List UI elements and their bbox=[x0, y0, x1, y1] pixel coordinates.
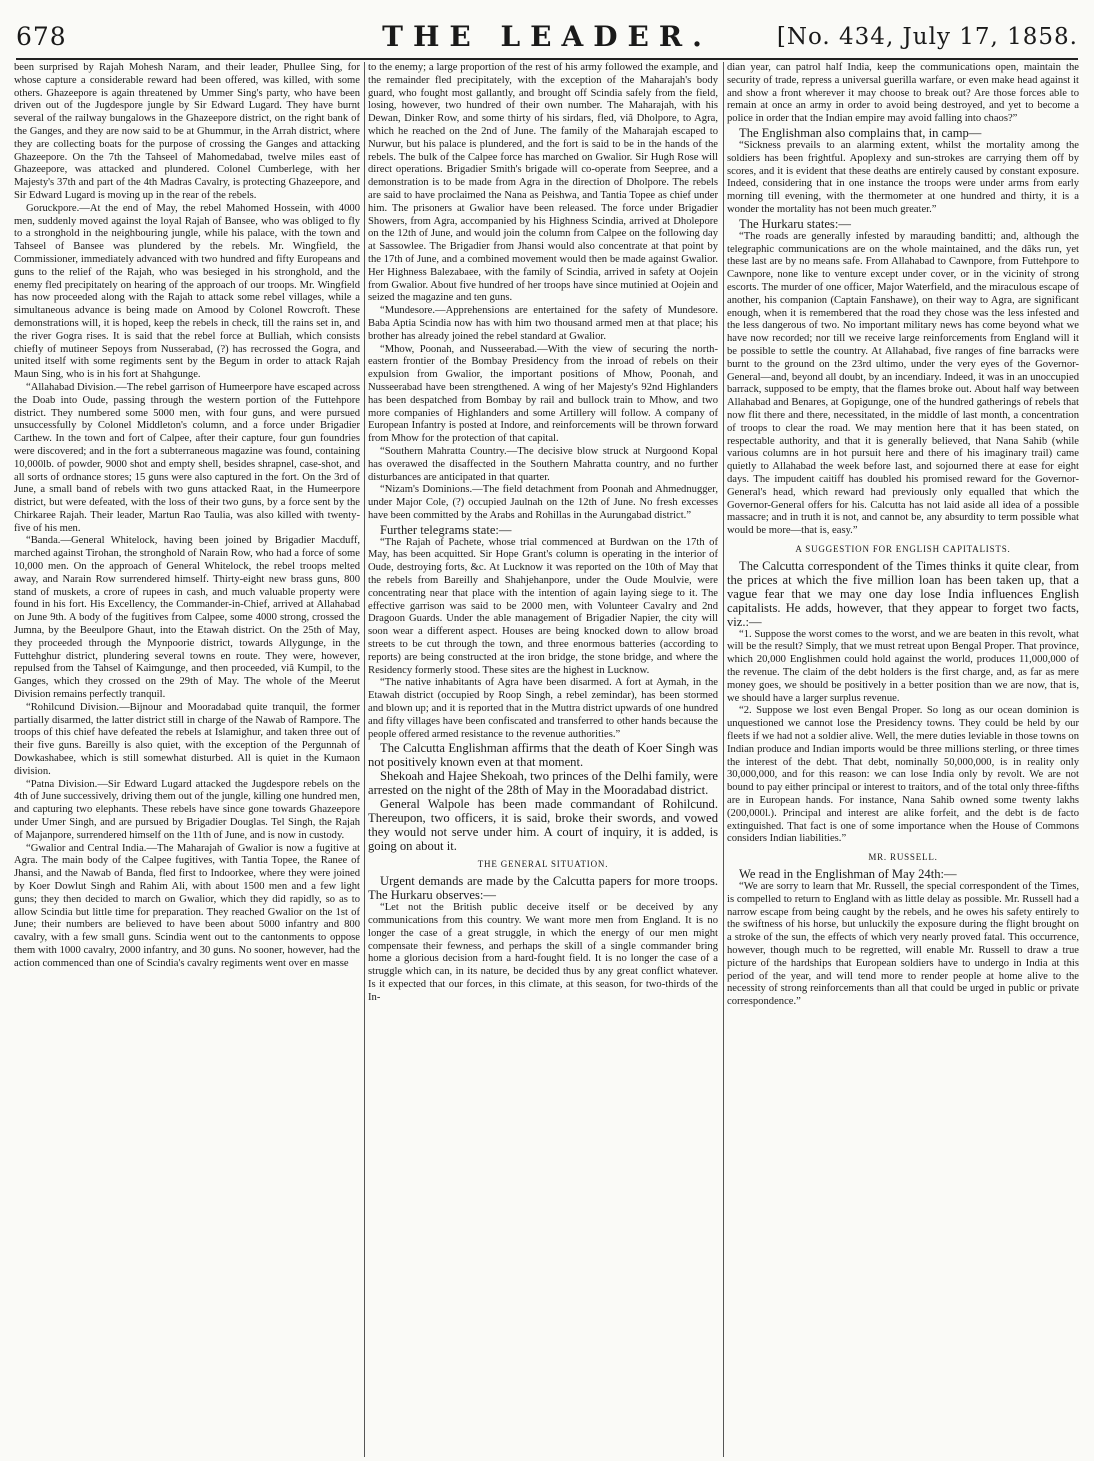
paragraph: Urgent demands are made by the Calcutta papers for more troops. The Hurkaru observes:— bbox=[368, 874, 718, 903]
paragraph: “The native inhabitants of Agra have been disarmed. A fort at Aymah, in the Etawah district (occupied by Roop Singh, a rebel zemindar), has been stormed and blown up; and it is reported that in the Muttra district upwards of one hundred and fifty villages have been confiscated and transferred to other hands because the people offered armed resistance to the revenue authorities.” bbox=[368, 677, 718, 740]
paragraph: “Mundesore.—Apprehensions are entertained for the safety of Mundesore. Baba Aptia Scindia now has with him two thousand armed men at that place; his brother has already joined the rebel standard at Gwalior. bbox=[368, 305, 718, 342]
section-heading: MR. RUSSELL. bbox=[868, 852, 938, 863]
newspaper-title: THE LEADER. bbox=[382, 20, 712, 53]
column-2 bbox=[368, 62, 718, 1457]
paragraph: “Let not the British public deceive itself or be deceived by any communications from this country. We want more men from England. It is no longer the case of a great struggle, in which the energy of our men might compensate their fewness, and perhaps the skill of a single commander bring home a glorious decision from a hard-fought field. It is no longer the case of a struggle which can, in its nature, be decided thus by any great conflict whatever. Is it expected that our forces, in this climate, at this season, for two-thirds of the In- bbox=[368, 902, 718, 1003]
paragraph: Shekoah and Hajee Shekoah, two princes of the Delhi family, were arrested on the night of the 28th of May in the Mooradabad district. bbox=[368, 769, 718, 798]
paragraph: “Sickness prevails to an alarming extent, whilst the mortality among the soldiers has been frightful. Apoplexy and sun-strokes are carrying them off by scores, and it is evident that these deaths are entirely caused by constant exposure. Indeed, considering that in one instance the troops were under arms from early morning till evening, with the thermometer at one hundred and thirty, it is a wonder the mortality has not been much greater.” bbox=[727, 139, 1079, 215]
paragraph: General Walpole has been made commandant of Rohilcund. Thereupon, two officers, it is said, broke their swords, and vowed they would not serve under him. A court of inquiry, it is added, is going on about it. bbox=[368, 797, 718, 854]
paragraph: We read in the Englishman of May 24th:— bbox=[739, 867, 957, 882]
page-number: 678 bbox=[16, 22, 67, 51]
paragraph: The Calcutta Englishman affirms that the death of Koer Singh was not positively known even at that moment. bbox=[368, 741, 718, 770]
paragraph: “Patna Division.—Sir Edward Lugard attacked the Jugdespore rebels on the 4th of June successively, driving them out of the jungle, killing one hundred men, and capturing two elephants. These rebels have since gone towards Ghazeepore under Umer Singh, and are pursued by Brigadier Douglas. Tel Singh, the Rajah of Majanpore, surrendered himself on the 11th of June, and is now in custody. bbox=[14, 778, 360, 841]
column-3 bbox=[727, 62, 1079, 1457]
paragraph: “The Rajah of Pachete, whose trial commenced at Burdwan on the 17th of May, has been acquitted. Sir Hope Grant's column is operating in the interior of Oude, destroying forts, &c. At Lucknow it was reported on the 10th of May that the rebels from Bareilly and Shahjehanpore, under the Oude Moulvie, were concentrating near that place with the intention of again laying siege to it. The effective garrison was said to be 2000 men, with Volunteer Cavalry and 2nd Dragoon Guards. Under the able management of Brigadier Napier, the city will soon wear a different aspect. Houses are being knocked down to allow broad streets to be cut through the town, and three enormous batteries (according to reports) are being constructed at the iron bridge, the stone bridge, and where the Residency formerly stood. These sites are the highest in Lucknow. bbox=[368, 536, 718, 676]
paragraph: Goruckpore.—At the end of May, the rebel Mahomed Hossein, with 4000 men, suddenly moved against the loyal Rajah of Bansee, who was obliged to fly to a stronghold in the neighbouring jungle, while his palace, with the town and Tahseel of Bansee was plundered by the rebels. Mr. Wingfield, the Commissioner, immediately advanced with two hundred and fifty Europeans and guns to the relief of the Rajah, who was besieged in his stronghold, and the enemy fled precipitately on hearing of the approach of our troops. Mr. Wingfield has now proceeded along with the Rajah to attack some rebel villages, while a simultaneous advance is being made on Amood by Colonel Rowcroft. These demonstrations will, it is hoped, keep the rebels in check, till the rains set in, and the river Gogra rises. It is said that the rebel force at Bulliah, which consists chiefly of mutineer Sepoys from Nusserabad, (?) has recrossed the Gogra, and united itself with some regiments sent by the Begum in order to attack Rajah Maun Sing, who is in his fort at Shahgunge. bbox=[14, 202, 360, 381]
paragraph: “2. Suppose we lost even Bengal Proper. So long as our ocean dominion is unquestioned we cannot lose the Presidency towns. They could be held by our fleets if we had not a soldier alive. Well, the mere duties leviable in those towns on Indian produce and Indian imports would be three millions sterling, or three times the interest of the debt. That debt, nominally 50,000,000, is in reality only 30,000,000, and for this reason: we can lose India only by revolt. We are not bound to pay either principal or interest to traitors, and of the total only three-fifths are in European hands. For instance, Nana Sahib owned some twenty lakhs (200,000l.). Principal and interest are alike forfeit, and the debt is de facto extinguished. That fact is one of some importance when the House of Commons considers Indian liabilities.” bbox=[727, 705, 1079, 845]
paragraph: Further telegrams state:— bbox=[380, 522, 512, 537]
paragraph: “Mhow, Poonah, and Nusseerabad.—With the view of securing the north-eastern frontier of the Bombay Presidency from the inroad of rebels on their expulsion from Gwalior, the important positions of Mhow, Poonah, and Nusseerabad have been strengthened. A wing of her Majesty's 92nd Highlanders has been despatched from Bombay by rail and bullock train to Mhow, and two more companies of Highlanders and some Artillery will follow. A company of European Infantry is posted at Indore, and reinforcements will be thrown forward from Mhow for the protection of that capital. bbox=[368, 343, 718, 445]
paragraph: The Hurkaru states:— bbox=[739, 216, 851, 231]
masthead bbox=[16, 18, 1078, 62]
paragraph: “Banda.—General Whitelock, having been joined by Brigadier Macduff, marched against Tirohan, the stronghold of Narain Row, who had a force of some 10,000 men. On the approach of General Whitelock, the rebel troops melted away, and Narain Row surrendered himself. Thirty-eight new brass guns, 800 stand of muskets, a crore of rupees in cash, and much valuable property were found in his fort. His Excellency, the Commander-in-Chief, arrived at Allahabad on June 9th. A body of the fugitives from Calpee, some 4000 strong, crossed the Jumna, by the Beeulpore Ghaut, into the Etawah district. On the 25th of May, they proceeded through the Mynpoorie district, towards Allygunge, in the Futtehghur district, plundering several towns en route. They were, however, repulsed from the Tahsel of Kaimgunge, and then proceeded, viâ Kumpil, to the Ganges, which they crossed on the 29th of May. The whole of the Meerut Division remains perfectly tranquil. bbox=[14, 535, 360, 701]
paragraph: “Nizam's Dominions.—The field detachment from Poonah and Ahmednugger, under Major Cole, (?) occupied Jaulnah on the 12th of June. No fresh excesses have been committed by the Arabs and Rohillas in the Aurungabad district.” bbox=[368, 484, 718, 521]
paragraph: “The roads are generally infested by marauding banditti; and, although the telegraphic communications are on the whole maintained, and the dâks run, yet these last are by no means safe. From Allahabad to Cawnpore, from Futtehpore to Cawnpore, none like to venture except under cover, or in the vicinity of strong escorts. The murder of one officer, Major Waterfield, and the miraculous escape of another, his companion (Captain Fanshawe), on their way to Agra, are significant enough, when it is remembered that the road they chose was the less infested and the less dangerous of two. No important military news has come beyond what we have now recorded; nor till we receive large reinforcements from England will it be possible to settle the country. At Allahabad, five ranges of fine barracks were burnt to the ground on the 23rd ultimo, under the very eyes of the Governor-General—and, beyond all doubt, by an incendiary. Indeed, it was in an unoccupied barrack, supposed to be empty, that the flames broke out. About half way between Allahabad and Benares, at Gopigunge, one of the hundred gatherings of rebels that now flit there and there, necessitated, in the middle of last month, a concentration of troops to clear the road. We may mention here that it has been stated, on respectable authority, and that it is generally believed, that Nana Sahib (while various columns are in hot pursuit here and there of his imaginary trail) came quietly to Allahabad the week before last, and sojourned there at ease for eight days. The impudent caitiff has doubled his promised reward for the Governor-General's head, which reward had previously only equalled that which the Governor-General offers for his. Calcutta has not laid aside all idea of a possible massacre; and in truth it is not, and cannot be, any absurdity to term possible what would be more—that is, easy.” bbox=[727, 230, 1079, 537]
paragraph: “Rohilcund Division.—Bijnour and Mooradabad quite tranquil, the former partially disarmed, the latter district still in charge of the Nawab of Rampore. The troops of this chief have defeated the rebels at Islamighur, and taken three out of their five guns. Bareilly is also quiet, with the exception of the Pergunnah of Dowkashabee, which is still somewhat disturbed. All is quiet in the Kumaon division. bbox=[14, 701, 360, 777]
paragraph: “We are sorry to learn that Mr. Russell, the special correspondent of the Times, is compelled to return to England with as little delay as possible. Mr. Russell had a narrow escape from being caught by the rebels, and he owes his safety entirely to the swiftness of his horse, but unluckily the exposure during the flight brought on a stroke of the sun, the effects of which very nearly proved fatal. This occurrence, however, though much to be regretted, will enable Mr. Russell to draw a true picture of the hardships that European soldiers have to undergo in India at this period of the year, and will tend more to render people at home alive to the necessity of strong reinforcements than all that could be urged in public or private correspondence.” bbox=[727, 881, 1079, 1008]
masthead-rule bbox=[16, 58, 1078, 60]
paragraph: The Calcutta correspondent of the Times thinks it quite clear, from the prices at which the five million loan has been taken up, that a vague fear that we may one day lose India influences English capitalists. He adds, however, that they appear to forget two facts, viz.:— bbox=[727, 558, 1079, 629]
paragraph: dian year, can patrol half India, keep the communications open, maintain the security of trade, repress a universal guerilla warfare, or even make head against it and show a front wherever it may choose to break out? Are those forces able to remain at once an army in order to avoid being destroyed, and yet to become a police in order that the Indian empire may avoid falling into chaos?” bbox=[727, 62, 1079, 125]
column-1 bbox=[14, 62, 360, 1457]
paragraph: “Allahabad Division.—The rebel garrison of Humeerpore have escaped across the Doab into Oude, passing through the western portion of the Futtehpore district. They numbered some 5000 men, with four guns, and were pursued unsuccessfully by Colonel Middleton's column, and a force under Brigadier Carthew. In the town and fort of Calpee, after their capture, four gun foundries were discovered; and in the fort a subterraneous magazine was found, containing 10,000lb. of powder, 9000 shot and empty shell, besides shrapnel, case-shot, and all sorts of ordnance stores; 15 guns were also captured in the fort. On the 3rd of June, a small band of rebels with two guns attacked Raat, in the Humeerpore district, but were defeated, with the loss of their two guns, by a force sent by the Chirkaree Rajah. Their leader, Martun Rao Taulia, was also killed with twenty-five of his men. bbox=[14, 381, 360, 534]
column-divider bbox=[723, 62, 724, 1457]
section-heading: THE GENERAL SITUATION. bbox=[477, 859, 609, 870]
paragraph: “Southern Mahratta Country.—The decisive blow struck at Nurgoond Kopal has overawed the disaffected in the Southern Mahratta country, and no further disturbances are anticipated in that quarter. bbox=[368, 445, 718, 483]
column-divider bbox=[364, 62, 365, 1457]
section-heading: A SUGGESTION FOR ENGLISH CAPITALISTS. bbox=[795, 543, 1011, 554]
paragraph: been surprised by Rajah Mohesh Naram, and their leader, Phullee Sing, for whose capture a considerable reward had been offered, was killed, with some others. Ghazeepore is again threatened by Ummer Sing's party, who have been driven out of the Jugdespore jungle by Sir Edward Lugard. They have burnt several of the railway bungalows in the Ghazeepore district, on the right bank of the Ganges, and they are now said to be at Ghummur, in the Arrah district, where they are collecting boats for the purpose of crossing the Ganges and attacking Ghazeepore. On the 7th the Tahseel of Mahomedabad, twelve miles east of Ghazeepore, was attacked and plundered. Colonel Cumberlege, with her Majesty's 37th and part of the 4th Madras Cavalry, is protecting Ghazeepore, and Sir Edward Lugard is moving up in the rear of the rebels. bbox=[14, 62, 360, 201]
paragraph: “1. Suppose the worst comes to the worst, and we are beaten in this revolt, what will be the result? Simply, that we must retreat upon Bengal Proper. That province, which 20,000 Englishmen could hold against the world, produces 11,000,000 of the revenue. The claim of the debt holders is the first charge, and, as far as mere money goes, we should be positively in a better position than we are now, that is, we should have a larger surplus revenue. bbox=[727, 628, 1079, 704]
issue-line: [No. 434, July 17, 1858. bbox=[776, 24, 1078, 50]
paragraph: to the enemy; a large proportion of the rest of his army followed the example, and the remainder fled precipitately, with the exception of the Maharajah's body guard, who fought most gallantly, and brought off Scindia safely from the field, losing, however, two hundred of their own number. The Maharajah, with his Dewan, Dinker Row, and some thirty of his sirdars, fled, viâ Dholpore, to Agra, which he reached on the 2nd of June. The family of the Maharajah escaped to Nurwur, but his palace is plundered, and the fort is said to be in the hands of the rebels. The bulk of the Calpee force has marched on Gwalior. Sir Hugh Rose will direct operations. Brigadier Smith's brigade will co-operate from Seepree, and a demonstration is to be made from Agra in the direction of Dholpore. The rebels are said to have proclaimed the Nana as Peishwa, and Tantia Topee as chief under him. The prisoners at Gwalior have been released. The force under Brigadier Showers, from Agra, accompanied by his Highness Scindia, arrived at Dholepore on the 12th of June, and would join the column from Calpee on the following day at Sassowlee. The Brigadier from Jhansi would also concentrate at that point by the 17th of June, and a combined movement would then be made against Gwalior. Her Highness Balezabaee, with the family of Scindia, arrived in safety at Oojein from Gwalior. About five hundred of her troops have since mutinied at Oojein and seized the magazine and ten guns. bbox=[368, 62, 718, 304]
paragraph: The Englishman also complains that, in camp— bbox=[739, 125, 982, 140]
paragraph: “Gwalior and Central India.—The Maharajah of Gwalior is now a fugitive at Agra. The main body of the Calpee fugitives, with Tantia Topee, the Ranee of Jhansi, and the Nawab of Banda, fled first to Indoorkee, where they were joined by Koer Dowlut Singh and Rahim Ali, with about 1500 men and a few light guns; they then decided to march on Gwalior, which they did rapidly, so as to allow Scindia but little time for preparation. They reached Gwalior on the 1st of June; their numbers are believed to have been about 5000 infantry and 800 cavalry, with a few small guns. Scindia went out to the cantonments to oppose them with 1000 cavalry, 2000 infantry, and 30 guns. No sooner, however, had the action commenced than one of Scindia's cavalry regiments went over en masse bbox=[14, 842, 360, 969]
